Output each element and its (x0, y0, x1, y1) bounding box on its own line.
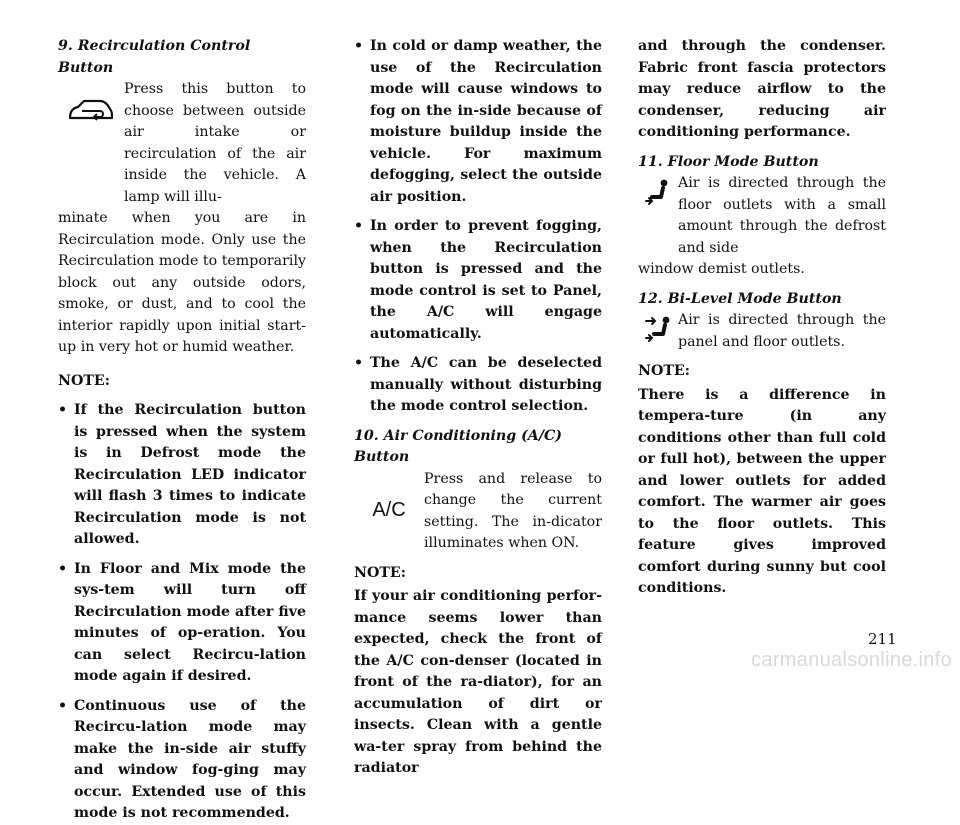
continued-note-text: and through the condenser. Fabric front fascia protectors may reduce airflow to the condenser, reducing air conditioning performance. (638, 38, 886, 140)
column-3 (638, 36, 886, 600)
section-9-text-a: Press this button to choose between outside air intake or recirculation of the air inside the vehicle. A lamp will illu- (124, 81, 306, 205)
section-9-row (58, 79, 306, 208)
section-11-text-a: Air is directed through the floor outlets with a small amount through the defrost and side (678, 175, 886, 256)
section-10-text: Press and release to change the current setting. The in-dicator illuminates when ON. (424, 470, 602, 551)
column-2 (354, 36, 602, 780)
list-item: • In cold or damp weather, the use of the Recirculation mode will cause windows to fog on the in-side because of moisture buildup inside the vehicle. For maximum defogging, select the outside air position. (354, 36, 602, 208)
note-label: NOTE: (638, 363, 690, 379)
list-item: • The A/C can be deselected manually without disturbing the mode control selection. (354, 353, 602, 418)
ac-icon (354, 469, 424, 553)
watermark: carmanualsonline.info (751, 649, 952, 671)
list-item: • If the Recirculation button is pressed when the system is in Defrost mode the Recirculation LED indicator will flash 3 times to indicate Recirculation mode is not allowed. (58, 400, 306, 551)
section-9-title: 9. Recirculation Control Button (58, 38, 251, 76)
section-10-title: 10. Air Conditioning (A/C) Button (354, 427, 563, 465)
page-number: 211 (868, 630, 897, 648)
list-item: • In Floor and Mix mode the sys-tem will turn off Recirculation mode after five minutes of op-eration. You can select Recircu-lation mode again if desired. (58, 559, 306, 688)
section-12-row (638, 310, 886, 353)
floor-mode-icon (638, 173, 678, 213)
note-bullet-list (354, 36, 602, 418)
bi-level-mode-icon (638, 310, 678, 350)
note-text: If your air conditioning perfor-mance seems lower than expected, check the front of the A/C con-denser (located in front of the ra-diator), for an accumulation of dirt or insects. Clean with a gentle wa-ter spray from behind the radiator (354, 588, 602, 776)
note-bullet-list (58, 400, 306, 825)
section-11-title: 11. Floor Mode Button (638, 153, 819, 170)
note-label: NOTE: (354, 564, 406, 581)
note-text: There is a difference in tempera-ture (in any conditions other than full cold or full hot), between the upper and lower outlets for added comfort. The warmer air goes to the floor outlets. This feature gives improved comfort during sunny but cool conditions. (638, 386, 886, 596)
recirculation-icon (58, 79, 124, 141)
section-12-text: Air is directed through the panel and floor outlets. (678, 312, 886, 350)
column-1 (58, 36, 306, 825)
ac-icon-label: A/C (372, 498, 406, 521)
section-9-text-b: minate when you are in Recirculation mode. Only use the Recirculation mode to temporarily block out any outside odors, smoke, or dust, and to cool the interior rapidly upon initial start-up in very hot or humid weather. (58, 210, 306, 355)
list-item: • Continuous use of the Recircu-lation mode may make the in-side air stuffy and window fog-ging may occur. Extended use of this mode is not recommended. (58, 696, 306, 825)
section-11-text-b: window demist outlets. (638, 261, 805, 277)
section-11-row (638, 173, 886, 259)
list-item: • In order to prevent fogging, when the Recirculation button is pressed and the mode control is set to Panel, the A/C will engage automatically. (354, 216, 602, 345)
section-10-row (354, 469, 602, 555)
note-label: NOTE: (58, 372, 110, 389)
section-12-title: 12. Bi-Level Mode Button (638, 290, 842, 307)
